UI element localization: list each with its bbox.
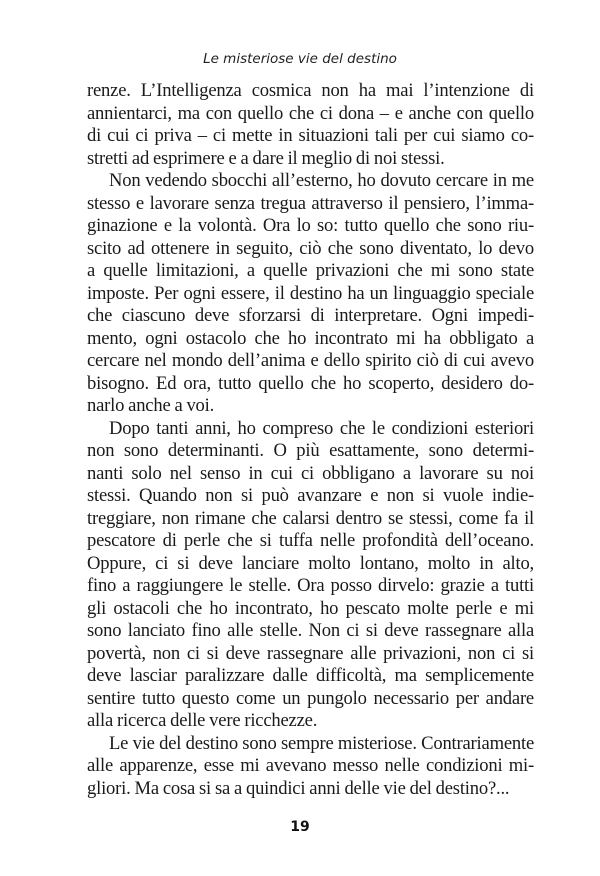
text-line: scito ad ottenere in seguito, ciò che sono diventato, lo devo xyxy=(87,237,534,259)
paragraph xyxy=(87,733,534,801)
paragraph xyxy=(87,170,534,418)
text-line: stretti ad esprimere e a dare il meglio di noi stessi. xyxy=(87,147,445,169)
text-line: treggiare, non rimane che calarsi dentro se stessi, come fa il xyxy=(87,507,534,529)
paragraph xyxy=(87,80,534,170)
text-line: a quelle limitazioni, a quelle privazioni che mi sono state xyxy=(87,260,534,281)
text-line: deve lasciar paralizzare dalle difficoltà, ma semplicemente xyxy=(87,665,534,686)
text-line: imposte. Per ogni essere, il destino ha un linguaggio speciale xyxy=(87,282,534,304)
text-line: Le vie del destino sono sempre misteriose. Contrariamente xyxy=(109,732,534,754)
text-line: che ciascuno deve sforzarsi di interpretare. Ogni impedi- xyxy=(87,305,534,326)
text-line: pescatore di perle che si tuffa nelle profondità dell’oceano. xyxy=(87,530,534,551)
page-number: 19 xyxy=(290,819,310,835)
text-line: fino a raggiungere le stelle. Ora posso dirvelo: grazie a tutti xyxy=(87,575,534,596)
text-line: alla ricerca delle vere ricchezze. xyxy=(87,710,318,731)
text-line: cercare nel mondo dell’anima e dello spirito ciò di cui avevo xyxy=(87,350,534,371)
text-line: di cui ci priva – ci mette in situazioni tali per cui siamo co- xyxy=(87,125,534,146)
text-line: sono lanciato fino alle stelle. Non ci si deve rassegnare alla xyxy=(87,620,534,641)
text-line: bisogno. Ed ora, tutto quello che ho scoperto, desidero do- xyxy=(87,372,534,394)
paragraph xyxy=(87,418,534,733)
text-line: mento, ogni ostacolo che ho incontrato mi ha obbligato a xyxy=(87,327,534,349)
text-line: alle apparenze, esse mi avevano messo nelle condizioni mi- xyxy=(87,755,534,776)
text-line: Dopo tanti anni, ho compreso che le condizioni esteriori xyxy=(109,417,534,439)
text-line: narlo anche a voi. xyxy=(87,395,215,416)
text-line: non sono determinanti. O più esattamente, sono determi- xyxy=(87,440,534,461)
text-line: stessi. Quando non si può avanzare e non si vuole indie- xyxy=(87,485,534,506)
text-line: gli ostacoli che ho incontrato, ho pescato molte perle e mi xyxy=(87,597,534,619)
text-line: renze. L’Intelligenza cosmica non ha mai l’intenzione di xyxy=(87,80,534,101)
body-text xyxy=(87,80,534,800)
text-line: gliori. Ma cosa si sa a quindici anni delle vie del destino?... xyxy=(87,777,510,799)
text-line: stesso e lavorare senza tregua attraverso il pensiero, l’imma- xyxy=(87,192,534,214)
text-line: annientarci, ma con quello che ci dona – e anche con quello xyxy=(87,102,534,124)
text-line: Non vedendo sbocchi all’esterno, ho dovuto cercare in me xyxy=(109,170,534,191)
text-line: Oppure, ci si deve lanciare molto lontano, molto in alto, xyxy=(87,552,534,574)
text-line: nanti solo nel senso in cui ci obbligano a lavorare su noi xyxy=(87,462,534,484)
running-header-title: Le misteriose vie del destino xyxy=(203,51,397,67)
text-line: sentire tutto questo come un pungolo necessario per andare xyxy=(87,687,534,709)
text-line: ginazione e la volontà. Ora lo so: tutto quello che sono riu- xyxy=(87,215,534,236)
text-line: povertà, non ci si deve rassegnare alle privazioni, non ci si xyxy=(87,642,534,664)
